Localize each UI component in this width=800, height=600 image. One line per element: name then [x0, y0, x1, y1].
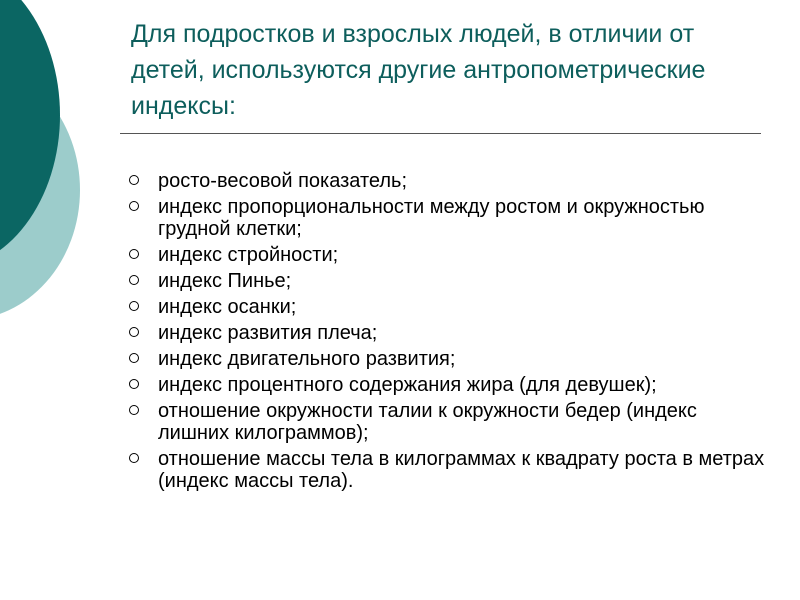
list-item-text: индекс двигательного развития; — [158, 348, 456, 370]
list-item-text: индекс пропорциональности между ростом и окружностью грудной клетки; — [158, 196, 705, 240]
list-item — [129, 270, 769, 292]
list-item — [129, 196, 769, 240]
bullet-circle-icon — [129, 275, 139, 285]
bullet-circle-icon — [129, 201, 139, 211]
list-item — [129, 448, 769, 492]
bullet-circle-icon — [129, 405, 139, 415]
list-item-text: индекс стройности; — [158, 244, 339, 266]
list-item-text: индекс развития плеча; — [158, 322, 378, 344]
list-item — [129, 296, 769, 318]
bullet-circle-icon — [129, 453, 139, 463]
bullet-circle-icon — [129, 327, 139, 337]
list-item — [129, 400, 769, 444]
list-item-text: индекс осанки; — [158, 296, 297, 318]
list-item — [129, 170, 769, 192]
bullet-circle-icon — [129, 379, 139, 389]
list-item — [129, 348, 769, 370]
bullet-circle-icon — [129, 353, 139, 363]
list-item-text: индекс процентного содержания жира (для девушек); — [158, 374, 657, 396]
list-item-text: индекс Пинье; — [158, 270, 292, 292]
list-item-text: росто-весовой показатель; — [158, 170, 408, 192]
list-item-text: отношение окружности талии к окружности бедер (индекс лишних килограммов); — [158, 400, 697, 444]
list-item — [129, 244, 769, 266]
title-divider — [120, 133, 761, 134]
bullet-circle-icon — [129, 249, 139, 259]
bullet-list — [129, 170, 769, 496]
bullet-circle-icon — [129, 301, 139, 311]
bullet-circle-icon — [129, 175, 139, 185]
list-item-text: отношение массы тела в килограммах к квадрату роста в метрах (индекс массы тела). — [158, 448, 765, 492]
list-item — [129, 322, 769, 344]
slide-title: Для подростков и взрослых людей, в отличии от детей, используются другие антропометрические индексы: — [131, 20, 706, 120]
list-item — [129, 374, 769, 396]
